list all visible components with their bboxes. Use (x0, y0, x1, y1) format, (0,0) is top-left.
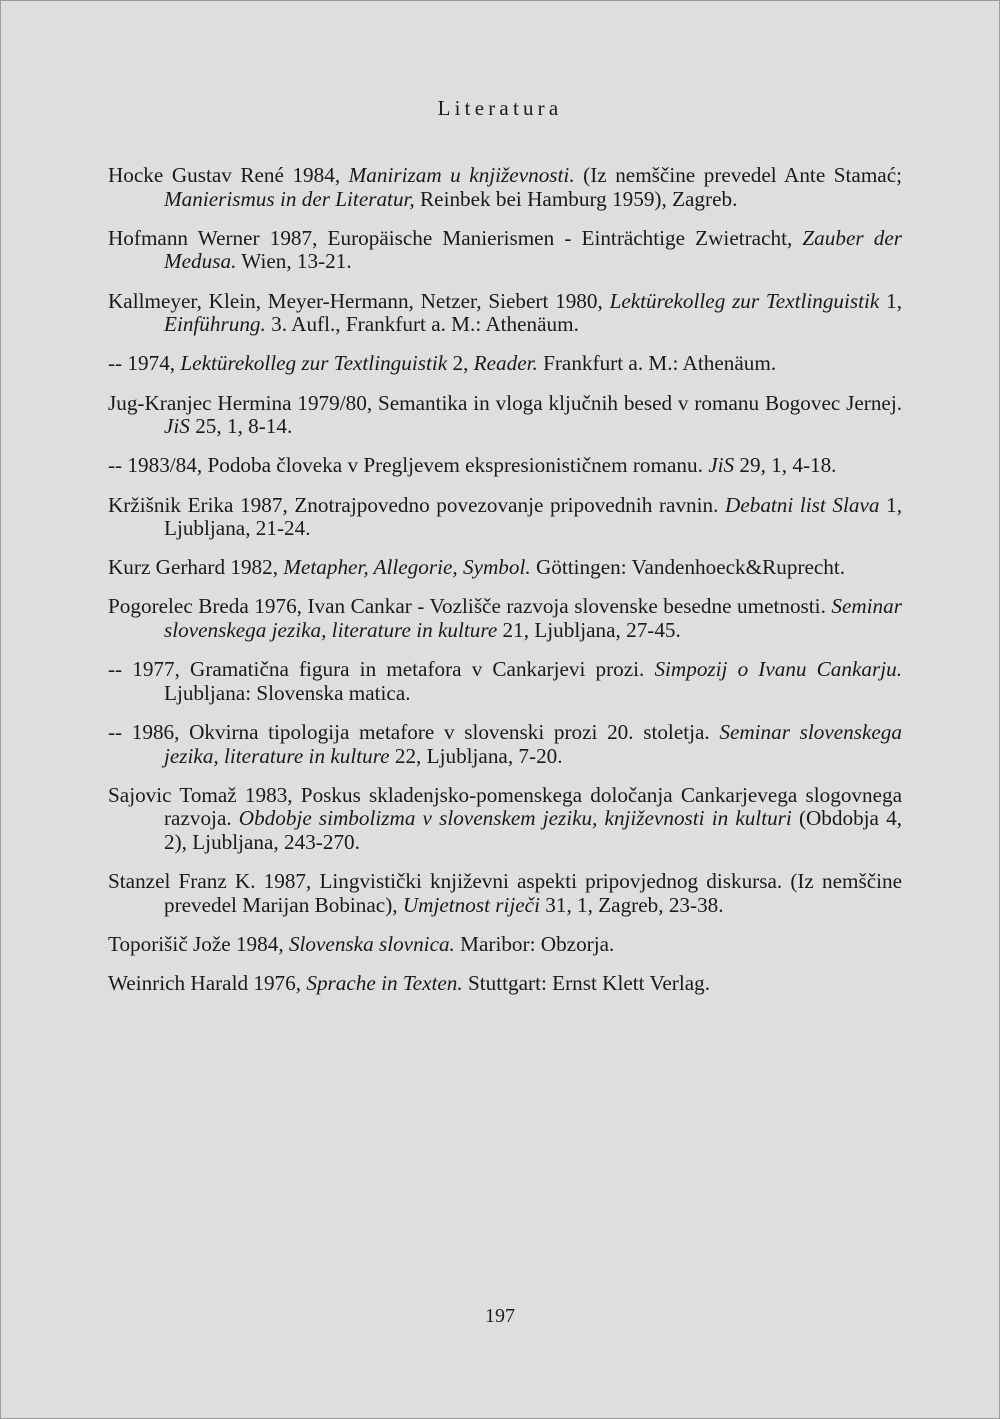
reference-title-italic: Manierismus in der Literatur, (164, 186, 415, 211)
reference-title-italic: Seminar slovenskega jezika, literature in kulture (164, 594, 902, 643)
reference-text: 29, 1, 4-18. (734, 453, 837, 478)
reference-text: Reinbek bei Hamburg 1959), Zagreb. (414, 186, 738, 211)
reference-title-italic: Simpozij o Ivanu Cankarju. (654, 657, 902, 682)
reference-text: 21, Ljubljana, 27-45. (497, 618, 681, 643)
reference-text: 31, 1, Zagreb, 23-38. (539, 892, 724, 917)
reference-text: Pogorelec Breda 1976, Ivan Cankar - Vozlišče razvoja slovenske besedne umetnosti. (108, 594, 832, 619)
reference-text: Toporišič Jože 1984, (108, 931, 289, 956)
reference-text: Frankfurt a. M.: Athenäum. (537, 351, 777, 376)
reference-title-italic: Slovenska slovnica. (288, 931, 455, 956)
reference-text: Ljubljana: Slovenska matica. (164, 680, 411, 705)
reference-title-italic: Debatni list Slava (725, 492, 880, 517)
reference-title-italic: Lektürekolleg zur Textlinguistik (609, 288, 880, 313)
page-number: 197 (485, 1305, 515, 1327)
reference-entry (108, 494, 902, 541)
reference-title-italic: Sprache in Texten. (306, 971, 463, 996)
reference-entry (108, 290, 902, 337)
reference-text: 2, (447, 351, 474, 376)
reference-entry (108, 392, 902, 439)
reference-text: -- 1983/84, Podoba človeka v Pregljevem ekspresionističnem romanu. (108, 453, 709, 478)
reference-entry (108, 352, 902, 376)
reference-text: -- 1986, Okvirna tipologija metafore v slovenski prozi 20. stoletja. (108, 720, 720, 745)
reference-title-italic: Obdobje simbolizma v slovenskem jeziku, književnosti in kulturi (238, 806, 792, 831)
reference-text: Stanzel Franz K. 1987, Lingvistički književni aspekti pripovjednog diskursa. (Iz nemščine prevedel Marijan Bobinac), (108, 869, 902, 917)
reference-text: -- 1974, (108, 351, 181, 376)
reference-entry (108, 972, 902, 996)
reference-entry (108, 933, 902, 957)
reference-text: 3. Aufl., Frankfurt a. M.: Athenäum. (265, 312, 579, 337)
reference-text: Maribor: Obzorja. (454, 931, 615, 956)
reference-title-italic: JiS (708, 453, 735, 478)
reference-entry (108, 454, 902, 478)
reference-entry (108, 595, 902, 642)
reference-text: Sajovic Tomaž 1983, Poskus skladenjsko-pomenskega določanja Cankarjevega slogovnega razvoja. (108, 782, 902, 831)
reference-text: Kržišnik Erika 1987, Znotrajpovedno povezovanje pripovednih ravnin. (108, 492, 726, 517)
reference-text: Kurz Gerhard 1982, (108, 555, 284, 580)
reference-title-italic: Metapher, Allegorie, Symbol. (283, 555, 531, 580)
reference-title-italic: Einführung. (164, 312, 266, 337)
reference-title-italic: Umjetnost riječi (402, 892, 540, 917)
reference-title-italic: Zauber der Medusa. (164, 225, 902, 274)
reference-text: (Obdobja 4, 2), Ljubljana, 243-270. (164, 806, 902, 854)
reference-title-italic: Seminar slovenskega jezika, literature in kulture (164, 720, 902, 768)
reference-title-italic: Reader. (473, 351, 538, 376)
reference-text: Stuttgart: Ernst Klett Verlag. (462, 971, 711, 996)
reference-entry (108, 784, 902, 855)
reference-text: 25, 1, 8-14. (189, 414, 293, 439)
reference-text: Hofmann Werner 1987, Europäische Manierismen - Einträchtige Zwietracht, (108, 225, 803, 250)
reference-entry (108, 721, 902, 768)
reference-text: 1, Ljubljana, 21-24. (164, 492, 902, 541)
reference-text: 22, Ljubljana, 7-20. (389, 743, 563, 768)
reference-entry (108, 870, 902, 917)
page-heading: Literatura (437, 96, 563, 120)
reference-text: -- 1977, Gramatična figura in metafora v Cankarjevi prozi. (108, 657, 655, 682)
reference-title-italic: Manirizam u književnosti. (348, 163, 575, 187)
reference-text: Wien, 13-21. (236, 249, 352, 274)
reference-entry (108, 556, 902, 580)
reference-text: Jug-Kranjec Hermina 1979/80, Semantika in vloga ključnih besed v romanu Bogovec Jernej. (108, 390, 902, 415)
reference-text: Weinrich Harald 1976, (108, 971, 307, 996)
reference-text: (Iz nemščine prevedel Ante Stamać; (574, 163, 902, 187)
reference-text: 1, (879, 288, 902, 313)
reference-entry (108, 164, 902, 211)
reference-title-italic: JiS (164, 414, 190, 439)
reference-text: Göttingen: Vandenhoeck&Ruprecht. (530, 555, 846, 580)
reference-entry (108, 227, 902, 274)
reference-list (108, 164, 902, 1011)
reference-entry (108, 658, 902, 705)
reference-text: Kallmeyer, Klein, Meyer-Hermann, Netzer, Siebert 1980, (108, 288, 610, 313)
reference-text: Hocke Gustav René 1984, (108, 163, 349, 187)
reference-title-italic: Lektürekolleg zur Textlinguistik (180, 351, 448, 376)
